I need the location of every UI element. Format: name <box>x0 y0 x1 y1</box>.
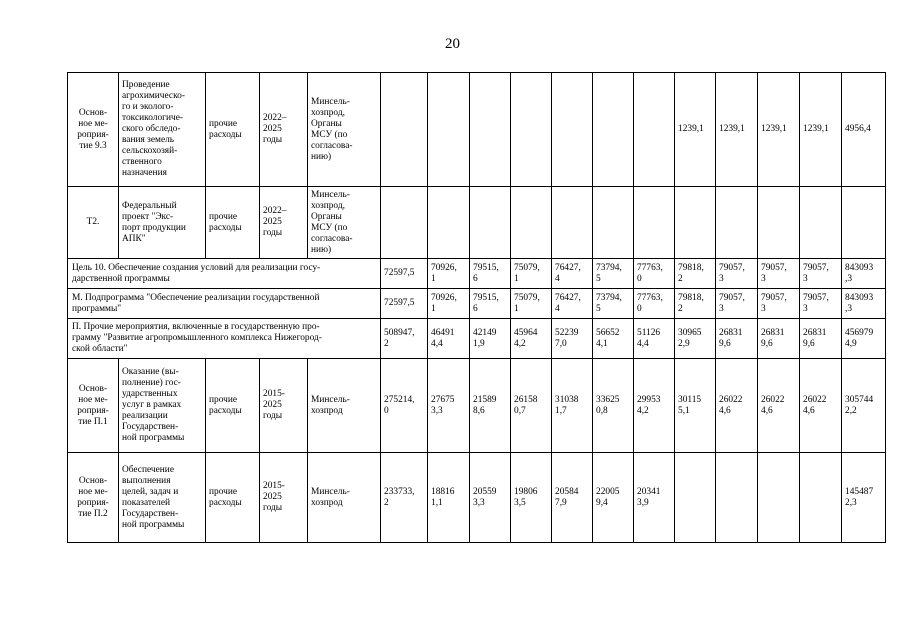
measure-row <box>68 453 886 543</box>
value-cell: 29953 4,2 <box>634 359 675 453</box>
value-cell <box>593 187 634 259</box>
value-cell <box>716 187 758 259</box>
value-cell: 31038 1,7 <box>552 359 593 453</box>
section-title-cell: Цель 10. Обеспечение создания условий для реализации госу- дарственной программы <box>68 259 381 289</box>
value-cell: 72597,5 <box>381 289 428 319</box>
value-cell: 1239,1 <box>716 73 758 187</box>
value-cell: 79515, 6 <box>470 289 511 319</box>
value-cell: 26831 9,6 <box>716 319 758 359</box>
page-number: 20 <box>445 36 460 52</box>
value-cell: 77763, 0 <box>634 289 675 319</box>
period-cell: 2022– 2025 годы <box>260 187 308 259</box>
value-cell: 70926, 1 <box>428 259 470 289</box>
value-cell: 79057, 3 <box>758 259 800 289</box>
value-cell <box>800 453 842 543</box>
value-cell: 51126 4,4 <box>634 319 675 359</box>
value-cell <box>634 187 675 259</box>
expense-type-cell: прочие расходы <box>206 187 260 259</box>
measure-name-cell: Обеспечение выполнения целей, задач и показателей Государствен- ной программы <box>119 453 206 543</box>
value-cell <box>675 453 716 543</box>
value-cell: 46491 4,4 <box>428 319 470 359</box>
value-cell <box>428 187 470 259</box>
summary-row <box>68 289 886 319</box>
executor-cell: Минсель- хозпрод, Органы МСУ (по согласова- нию) <box>308 73 381 187</box>
measure-code-cell: Основ- ное ме- роприя- тие П.2 <box>68 453 119 543</box>
value-cell: 79057, 3 <box>800 259 842 289</box>
value-cell: 52239 7,0 <box>552 319 593 359</box>
value-cell <box>381 73 428 187</box>
value-cell: 1239,1 <box>758 73 800 187</box>
value-cell: 456979 4,9 <box>842 319 886 359</box>
section-title-cell: П. Прочие мероприятия, включенные в государственную про- грамму "Развитие агропромышленного комплекса Нижегород- ской области" <box>68 319 381 359</box>
value-cell: 145487 2,3 <box>842 453 886 543</box>
value-cell: 4956,4 <box>842 73 886 187</box>
value-cell: 30965 2,9 <box>675 319 716 359</box>
value-cell: 42149 1,9 <box>470 319 511 359</box>
measure-code-cell: Основ- ное ме- роприя- тие 9.3 <box>68 73 119 187</box>
period-cell: 2015- 2025 годы <box>260 359 308 453</box>
measure-name-cell: Проведение агрохимическо- го и эколого- токсикологиче- ского обследо- вания земель сельскохозяй- ственного назначения <box>119 73 206 187</box>
value-cell: 18816 1,1 <box>428 453 470 543</box>
measure-code-cell: Основ- ное ме- роприя- тие П.1 <box>68 359 119 453</box>
value-cell <box>428 73 470 187</box>
value-cell <box>634 73 675 187</box>
expense-type-cell: прочие расходы <box>206 453 260 543</box>
value-cell <box>552 187 593 259</box>
period-cell: 2022– 2025 годы <box>260 73 308 187</box>
value-cell: 27675 3,3 <box>428 359 470 453</box>
value-cell <box>552 73 593 187</box>
expense-type-cell: прочие расходы <box>206 359 260 453</box>
measure-name-cell: Оказание (вы- полнение) гос- ударственных услуг в рамках реализации Государствен- ной программы <box>119 359 206 453</box>
measure-row <box>68 187 886 259</box>
value-cell <box>593 73 634 187</box>
value-cell: 73794, 5 <box>593 259 634 289</box>
measure-code-cell: Т2. <box>68 187 119 259</box>
value-cell: 26022 4,6 <box>716 359 758 453</box>
value-cell: 22005 9,4 <box>593 453 634 543</box>
value-cell <box>511 73 552 187</box>
value-cell: 21589 8,6 <box>470 359 511 453</box>
value-cell: 79818, 2 <box>675 289 716 319</box>
value-cell <box>842 187 886 259</box>
summary-row <box>68 259 886 289</box>
value-cell: 843093 ,3 <box>842 259 886 289</box>
value-cell: 30115 5,1 <box>675 359 716 453</box>
value-cell: 26831 9,6 <box>758 319 800 359</box>
value-cell: 1239,1 <box>800 73 842 187</box>
value-cell: 26831 9,6 <box>800 319 842 359</box>
value-cell <box>675 187 716 259</box>
value-cell: 275214, 0 <box>381 359 428 453</box>
value-cell: 305744 2,2 <box>842 359 886 453</box>
value-cell: 843093 ,3 <box>842 289 886 319</box>
measure-row <box>68 73 886 187</box>
value-cell <box>511 187 552 259</box>
expense-type-cell: прочие расходы <box>206 73 260 187</box>
value-cell: 70926, 1 <box>428 289 470 319</box>
value-cell: 20341 3,9 <box>634 453 675 543</box>
value-cell <box>758 187 800 259</box>
value-cell <box>716 453 758 543</box>
summary-row <box>68 319 886 359</box>
value-cell: 73794, 5 <box>593 289 634 319</box>
measure-row <box>68 359 886 453</box>
value-cell: 26022 4,6 <box>800 359 842 453</box>
value-cell <box>381 187 428 259</box>
period-cell: 2015- 2025 годы <box>260 453 308 543</box>
value-cell: 72597,5 <box>381 259 428 289</box>
value-cell: 79515, 6 <box>470 259 511 289</box>
value-cell: 76427, 4 <box>552 289 593 319</box>
value-cell: 56652 4,1 <box>593 319 634 359</box>
value-cell: 79818, 2 <box>675 259 716 289</box>
value-cell: 76427, 4 <box>552 259 593 289</box>
section-title-cell: М. Подпрограмма "Обеспечение реализации государственной программы" <box>68 289 381 319</box>
value-cell: 75079, 1 <box>511 259 552 289</box>
value-cell: 45964 4,2 <box>511 319 552 359</box>
value-cell: 26022 4,6 <box>758 359 800 453</box>
executor-cell: Минсель- хозпрод <box>308 453 381 543</box>
value-cell: 20584 7,9 <box>552 453 593 543</box>
value-cell: 1239,1 <box>675 73 716 187</box>
executor-cell: Минсель- хозпрод <box>308 359 381 453</box>
value-cell: 77763, 0 <box>634 259 675 289</box>
value-cell: 79057, 3 <box>758 289 800 319</box>
measure-name-cell: Федеральный проект "Экс- порт продукции АПК" <box>119 187 206 259</box>
budget-table <box>67 72 886 543</box>
value-cell: 79057, 3 <box>800 289 842 319</box>
value-cell <box>470 73 511 187</box>
value-cell: 75079, 1 <box>511 289 552 319</box>
value-cell <box>470 187 511 259</box>
value-cell: 508947, 2 <box>381 319 428 359</box>
value-cell <box>800 187 842 259</box>
value-cell: 79057, 3 <box>716 289 758 319</box>
value-cell: 20559 3,3 <box>470 453 511 543</box>
value-cell: 26158 0,7 <box>511 359 552 453</box>
value-cell: 79057, 3 <box>716 259 758 289</box>
value-cell: 33625 0,8 <box>593 359 634 453</box>
value-cell: 233733, 2 <box>381 453 428 543</box>
value-cell <box>758 453 800 543</box>
executor-cell: Минсель- хозпрод, Органы МСУ (по согласова- нию) <box>308 187 381 259</box>
value-cell: 19806 3,5 <box>511 453 552 543</box>
